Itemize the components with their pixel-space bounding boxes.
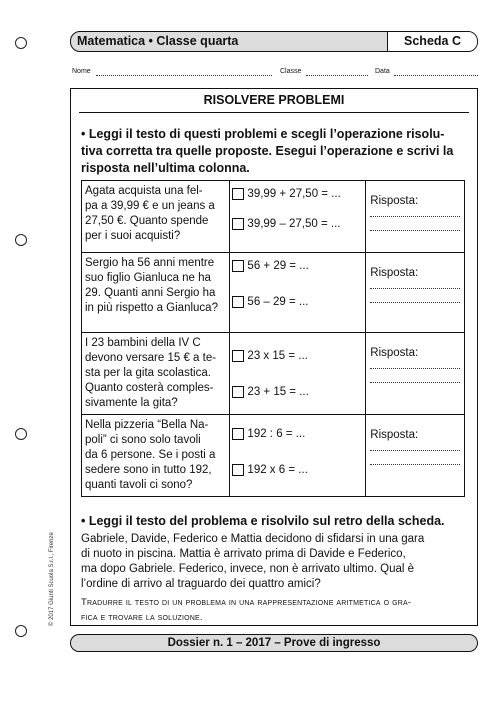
answer-label: Risposta: bbox=[370, 267, 419, 279]
option-label: 56 + 29 = ... bbox=[247, 260, 309, 272]
problem-text bbox=[82, 253, 230, 333]
nome-label: Nome bbox=[72, 68, 91, 75]
option-checkbox[interactable] bbox=[232, 188, 244, 200]
option bbox=[232, 187, 363, 201]
problem-text-line: 29. Quanti anni Sergio ha bbox=[85, 287, 216, 299]
answer-line[interactable] bbox=[370, 459, 460, 465]
answer-line[interactable] bbox=[370, 377, 460, 383]
answer-line[interactable] bbox=[370, 283, 460, 289]
problem-text-line: Sergio ha 56 anni mentre bbox=[85, 257, 215, 269]
problem-text-line: per i suoi acquisti? bbox=[85, 230, 181, 242]
answer-cell bbox=[366, 181, 465, 253]
classe-label: Classe bbox=[280, 68, 302, 75]
problems-table bbox=[81, 180, 465, 497]
footer-text: Dossier n. 1 – 2017 – Prove di ingresso bbox=[167, 637, 381, 649]
option bbox=[232, 463, 363, 477]
option-label: 192 x 6 = ... bbox=[247, 464, 308, 476]
option bbox=[232, 427, 363, 441]
data-label: Data bbox=[375, 68, 390, 75]
options-cell bbox=[230, 415, 366, 497]
instruction-1-line: tiva corretta tra quelle proposte. Esegui l’operazione e scrivi la bbox=[81, 144, 454, 158]
option bbox=[232, 259, 363, 273]
option-checkbox[interactable] bbox=[232, 350, 244, 362]
problem-text-line: sta per la gita scolastica. bbox=[85, 367, 211, 379]
nome-field[interactable] bbox=[96, 68, 272, 76]
header-bar bbox=[70, 31, 478, 52]
option bbox=[232, 349, 363, 363]
footer-bar bbox=[70, 634, 478, 652]
options-cell bbox=[230, 181, 366, 253]
answer-line[interactable] bbox=[370, 445, 460, 451]
answer-line[interactable] bbox=[370, 211, 460, 217]
answer-cell bbox=[366, 415, 465, 497]
binder-hole-1 bbox=[15, 37, 27, 49]
problem-text-line: I 23 bambini della IV C bbox=[85, 337, 201, 349]
scheda-label: Scheda C bbox=[404, 34, 461, 48]
student-info-line bbox=[72, 68, 478, 80]
problem-text-line: poli” ci sono solo tavoli bbox=[85, 434, 201, 446]
problem-text-line: sivamente la gita? bbox=[85, 397, 178, 409]
instruction-1-line: • Leggi il testo di questi problemi e scegli l’operazione risolu- bbox=[81, 127, 445, 141]
worksheet-box bbox=[70, 88, 478, 626]
problem-text-line: suo figlio Gianluca ne ha bbox=[85, 272, 211, 284]
option-label: 39,99 – 27,50 = ... bbox=[247, 218, 341, 230]
option-label: 39,99 + 27,50 = ... bbox=[247, 188, 341, 200]
answer-label: Risposta: bbox=[370, 195, 419, 207]
problem-text-line: in più rispetto a Gianluca? bbox=[85, 302, 218, 314]
instruction-1 bbox=[81, 126, 473, 177]
answer-label: Risposta: bbox=[370, 429, 419, 441]
option bbox=[232, 295, 363, 309]
problem-text bbox=[82, 181, 230, 253]
answer-line[interactable] bbox=[370, 225, 460, 231]
subject-title: Matematica • Classe quarta bbox=[77, 34, 239, 48]
problem-text-line: Quanto costerà comples- bbox=[85, 382, 214, 394]
option-checkbox[interactable] bbox=[232, 386, 244, 398]
answer-label: Risposta: bbox=[370, 347, 419, 359]
problem-text-line: da 6 persone. Se i posti a bbox=[85, 449, 216, 461]
classe-field[interactable] bbox=[306, 68, 368, 76]
option-label: 192 : 6 = ... bbox=[247, 428, 306, 440]
answer-line[interactable] bbox=[370, 297, 460, 303]
problem-5-text bbox=[81, 532, 473, 592]
problem-5-line: Gabriele, Davide, Federico e Mattia decidono di sfidarsi in una gara bbox=[81, 533, 425, 545]
answer-cell bbox=[366, 333, 465, 415]
problem-text-line: 27,50 €. Quanto spende bbox=[85, 215, 209, 227]
worksheet-title: RISOLVERE PROBLEMI bbox=[203, 93, 345, 107]
problem-row bbox=[82, 253, 465, 333]
data-field[interactable] bbox=[394, 68, 478, 76]
binder-hole-4 bbox=[15, 625, 27, 637]
problem-text-line: quanti tavoli ci sono? bbox=[85, 479, 193, 491]
objective-line: fica e trovare la soluzione. bbox=[81, 612, 203, 623]
problem-5-line: l’ordine di arrivo al traguardo dei quattro amici? bbox=[81, 578, 321, 590]
scheda-box bbox=[387, 32, 477, 51]
learning-objective bbox=[81, 595, 473, 625]
problem-text-line: Nella pizzeria “Bella Na- bbox=[85, 419, 209, 431]
problem-text-line: devono versare 15 € a te- bbox=[85, 352, 217, 364]
option-checkbox[interactable] bbox=[232, 296, 244, 308]
answer-line[interactable] bbox=[370, 363, 460, 369]
option bbox=[232, 217, 363, 231]
problem-row bbox=[82, 415, 465, 497]
option-checkbox[interactable] bbox=[232, 464, 244, 476]
option-label: 23 + 15 = ... bbox=[247, 386, 309, 398]
answer-cell bbox=[366, 253, 465, 333]
problem-text bbox=[82, 415, 230, 497]
problem-5-line: ma dopo Gabriele. Federico, invece, non è arrivato ultimo. Qual è bbox=[81, 563, 415, 575]
objective-line: Tradurre il testo di un problema in una rappresentazione aritmetica o gra- bbox=[81, 597, 412, 608]
copyright-note: © 2017 Giunti Scuola S.r.l., Firenze bbox=[49, 532, 55, 626]
instruction-2: • Leggi il testo del problema e risolvilo sul retro della scheda. bbox=[81, 514, 445, 528]
title-divider bbox=[79, 112, 469, 113]
option-checkbox[interactable] bbox=[232, 218, 244, 230]
instruction-1-line: risposta nell’ultima colonna. bbox=[81, 161, 250, 175]
problem-5-line: di nuoto in piscina. Mattia è arrivato prima di Davide e Federico, bbox=[81, 548, 406, 560]
option bbox=[232, 385, 363, 399]
problem-text-line: pa a 39,99 € e un jeans a bbox=[85, 200, 215, 212]
problem-text bbox=[82, 333, 230, 415]
option-label: 23 x 15 = ... bbox=[247, 350, 308, 362]
option-label: 56 – 29 = ... bbox=[247, 296, 309, 308]
binder-hole-3 bbox=[15, 428, 27, 440]
binder-hole-2 bbox=[15, 234, 27, 246]
options-cell bbox=[230, 253, 366, 333]
option-checkbox[interactable] bbox=[232, 260, 244, 272]
option-checkbox[interactable] bbox=[232, 428, 244, 440]
problem-row bbox=[82, 181, 465, 253]
problem-row bbox=[82, 333, 465, 415]
problem-text-line: Agata acquista una fel- bbox=[85, 185, 203, 197]
problem-text-line: sedere sono in tutto 192, bbox=[85, 464, 212, 476]
options-cell bbox=[230, 333, 366, 415]
